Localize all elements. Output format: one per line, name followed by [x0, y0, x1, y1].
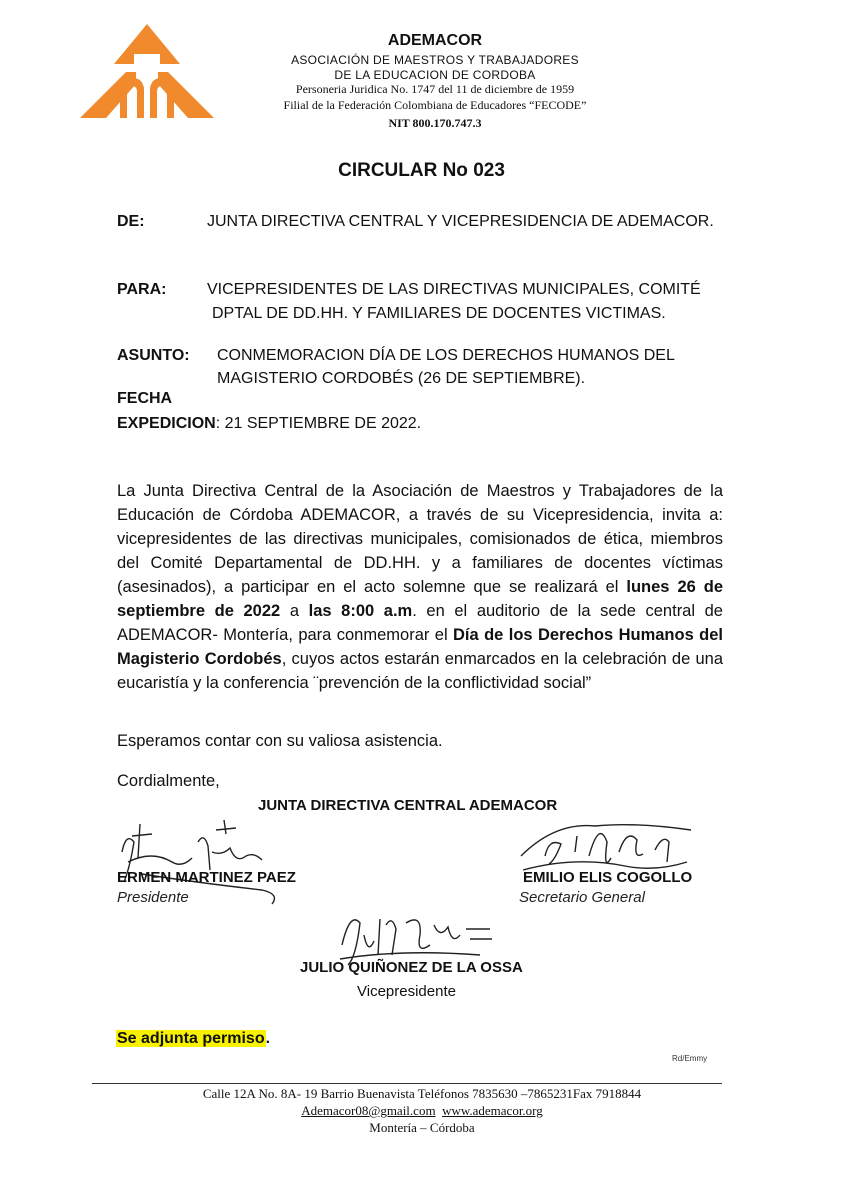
- asunto-value-line1: CONMEMORACION DÍA DE LOS DERECHOS HUMANOS DEL: [217, 347, 675, 364]
- ademacor-logo: [80, 24, 214, 120]
- para-value-line2: DPTAL DE DD.HH. Y FAMILIARES DE DOCENTES VICTIMAS.: [212, 305, 666, 322]
- org-name: ADEMACOR: [387, 32, 483, 49]
- federation-affiliation: Filial de la Federación Colombiana de Educadores “FECODE”: [283, 98, 587, 112]
- para-value-line1: VICEPRESIDENTES DE LAS DIRECTIVAS MUNICIPALES, COMITÉ: [207, 281, 701, 298]
- org-full-name-line1: ASOCIACIÓN DE MAESTROS Y TRABAJADORES: [291, 53, 579, 67]
- expedicion-row: [117, 415, 421, 433]
- signer-role-vicepresident: Vicepresidente: [357, 983, 456, 1000]
- event-date: lunes 26 de septiembre de 2022: [117, 578, 723, 620]
- nit-number: NIT 800.170.747.3: [388, 116, 482, 130]
- asunto-value-line2: MAGISTERIO CORDOBÉS (26 DE SEPTIEMBRE).: [217, 370, 586, 387]
- footer-address: Calle 12A No. 8A- 19 Barrio Buenavista Teléfonos 7835630 –7865231Fax 7918844: [202, 1086, 642, 1101]
- signing-board: JUNTA DIRECTIVA CENTRAL ADEMACOR: [258, 797, 558, 814]
- typist-initials: Rd/Emmy: [672, 1054, 708, 1063]
- fecha-label: FECHA: [117, 390, 173, 407]
- footer-email-link[interactable]: Ademacor08@gmail.com: [301, 1103, 436, 1118]
- signer-name-president: ERMEN MARTINEZ PAEZ: [117, 869, 296, 886]
- expedicion-value: : 21 SEPTIEMBRE DE 2022.: [215, 415, 422, 432]
- footer-website-link[interactable]: www.ademacor.org: [442, 1103, 543, 1118]
- signer-role-secretary: Secretario General: [519, 889, 645, 906]
- expedicion-label: EXPEDICION: [117, 415, 216, 432]
- attachment-text: Se adjunta permiso: [117, 1030, 265, 1047]
- event-name: Día de los Derechos Humanos del Magisterio Cordobés: [117, 626, 723, 668]
- para-label: PARA:: [117, 281, 167, 298]
- org-full-name-line2: DE LA EDUCACION DE CORDOBA: [334, 68, 536, 82]
- de-label: DE:: [117, 213, 145, 230]
- legal-registration: Personeria Juridica No. 1747 del 11 de diciembre de 1959: [295, 82, 575, 96]
- footer-divider: [92, 1083, 722, 1084]
- attachment-note: Se adjunta permiso.: [117, 1030, 271, 1047]
- de-value: JUNTA DIRECTIVA CENTRAL Y VICEPRESIDENCIA DE ADEMACOR.: [207, 213, 714, 230]
- regards: Cordialmente,: [117, 772, 220, 790]
- closing-line: Esperamos contar con su valiosa asistencia.: [117, 732, 443, 750]
- asunto-label: ASUNTO:: [117, 347, 190, 364]
- signer-name-vicepresident: JULIO QUIÑONEZ DE LA OSSA: [300, 959, 523, 976]
- event-time: las 8:00 a.m: [308, 602, 413, 620]
- footer-city: Montería – Córdoba: [369, 1120, 475, 1135]
- invitation-paragraph: La Junta Directiva Central de la Asociación de Maestros y Trabajadores de la Educación de Córdoba ADEMACOR, a través de su Vicepresidencia, invita a: vicepresidentes de las directivas municipales, comisionados de ética, miembros del Comité Departamental de DD.HH. y a familiares de docentes víctimas (asesinados), a participar en el acto solemne que se realizará el lunes 26 de septiembre de 2022 a las 8:00 a.m. en el auditorio de la sede central de ADEMACOR- Montería, para conmemorar el Día de los Derechos Humanos del Magisterio Cordobés, cuyos actos estarán enmarcados en la celebración de una eucaristía y la conferencia ¨prevención de la conflictividad social”: [117, 482, 723, 692]
- signer-name-secretary: EMILIO ELIS COGOLLO: [523, 869, 693, 886]
- signer-role-president: Presidente: [117, 889, 189, 906]
- circular-title: CIRCULAR No 023: [338, 160, 505, 181]
- footer-contact: [92, 1103, 752, 1119]
